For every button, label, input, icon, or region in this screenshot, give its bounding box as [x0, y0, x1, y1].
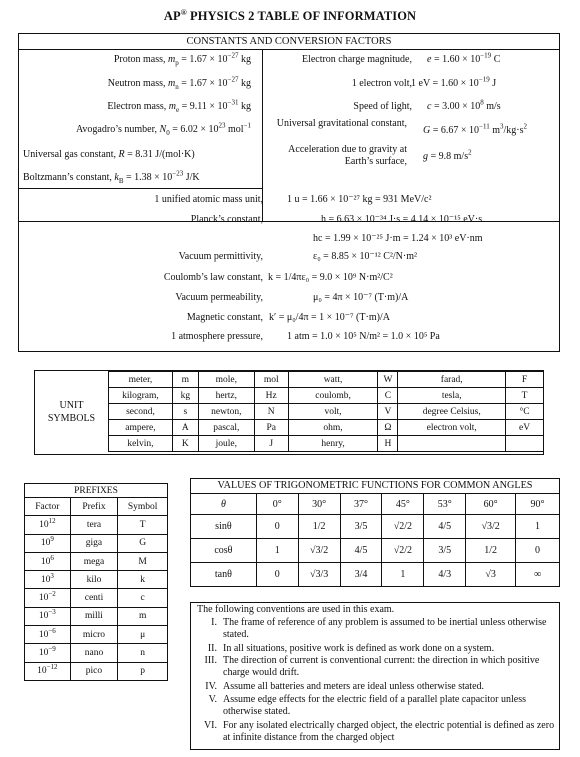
constant-unit: mol	[225, 124, 244, 135]
constant-value: h = 6.63 × 10⁻³⁴ J·s = 4.14 × 10⁻¹⁵ eV·s	[321, 214, 483, 225]
convention-text: The frame of reference of any problem is assumed to be inertial unless otherwise stated.	[223, 617, 547, 640]
prefix-column-header: Prefix	[70, 498, 118, 516]
unit-name: electron volt,	[398, 420, 506, 436]
prefix-symbol: p	[118, 662, 168, 680]
constant-symbol: e	[427, 54, 432, 65]
constant-unit-exponent: −1	[243, 121, 251, 130]
prefix-factor-base: 10	[38, 611, 49, 622]
prefix-row	[25, 626, 168, 644]
title-ap: AP	[163, 9, 181, 23]
prefix-symbol: μ	[118, 626, 168, 644]
unit-symbol: F	[506, 372, 544, 388]
prefix-name: pico	[70, 662, 118, 680]
prefix-symbol: k	[118, 571, 168, 589]
prefix-factor-base: 10	[39, 519, 49, 530]
constant-value: 1 u = 1.66 × 10⁻²⁷ kg = 931 MeV/c²	[287, 194, 432, 205]
trig-row	[191, 563, 560, 587]
trig-function: cosθ	[191, 539, 257, 563]
constants-box	[18, 33, 560, 352]
constant-value-group	[427, 98, 501, 113]
constant-label: Universal gravitational constant,	[276, 118, 407, 129]
trig-value: 3/4	[340, 563, 382, 587]
prefix-symbol: n	[118, 644, 168, 662]
unit-name	[398, 436, 506, 452]
constant-label: Acceleration due to gravity at Earth’s surface,	[288, 144, 407, 167]
trig-value: 1/2	[298, 515, 340, 539]
prefix-factor-exponent: −12	[46, 663, 58, 672]
trig-value: 1	[256, 539, 298, 563]
trig-row	[191, 515, 560, 539]
unit-symbol: C	[378, 388, 398, 404]
constant-unit: C	[491, 54, 501, 65]
unit-row	[109, 404, 544, 420]
constant-label: Planck’s constant,	[190, 214, 263, 225]
constant-label: Boltzmann’s constant,	[23, 172, 112, 183]
trig-value: ∞	[516, 563, 560, 587]
trig-value: 1/2	[466, 539, 516, 563]
constant-label: Magnetic constant,	[186, 312, 263, 323]
constant-unit: /kg·s	[503, 125, 524, 136]
trig-value: 3/5	[424, 539, 466, 563]
constant-label: 1 unified atomic mass unit,	[154, 194, 263, 205]
prefix-factor	[25, 516, 71, 534]
prefix-factor-exponent: 6	[50, 553, 54, 562]
title-text: PHYSICS 2 TABLE OF INFORMATION	[186, 9, 417, 23]
title-registered-mark: ®	[180, 7, 187, 17]
constant-symbol-subscript: 0	[166, 129, 170, 137]
trig-angle: 90°	[516, 494, 560, 515]
constants-header-rule	[19, 49, 559, 50]
constant-exponent: 8	[480, 98, 484, 107]
prefix-factor-exponent: 12	[48, 516, 56, 525]
trig-angle: θ	[191, 494, 257, 515]
prefixes-table	[24, 483, 168, 681]
unit-symbol: Pa	[254, 420, 288, 436]
trig-value: 4/5	[340, 539, 382, 563]
constant-exponent: −19	[478, 75, 490, 84]
trig-table	[190, 493, 560, 587]
trig-header: VALUES OF TRIGONOMETRIC FUNCTIONS FOR COMMON ANGLES	[217, 480, 533, 491]
unit-symbol: T	[506, 388, 544, 404]
constant-row	[19, 121, 251, 137]
convention-text: The direction of current is conventional current: the direction in which positive charge would drift.	[223, 655, 540, 678]
trig-value: √3	[466, 563, 516, 587]
trig-value: √3/2	[466, 515, 516, 539]
unit-name: second,	[109, 404, 173, 420]
trig-angle-row	[191, 494, 560, 515]
convention-number: II.	[207, 643, 217, 654]
prefix-row	[25, 571, 168, 589]
prefix-factor-base: 10	[40, 556, 51, 567]
prefix-factor	[25, 607, 71, 625]
unit-symbol	[506, 436, 544, 452]
trig-angle: 0°	[256, 494, 298, 515]
unit-name: farad,	[398, 372, 506, 388]
convention-number: III.	[204, 655, 217, 666]
trig-value: 0	[256, 515, 298, 539]
trig-value: √2/2	[382, 539, 424, 563]
constant-symbol: g	[423, 151, 428, 162]
constant-unit: J/K	[183, 172, 200, 183]
prefix-row	[25, 662, 168, 680]
unit-symbol: A	[172, 420, 198, 436]
unit-symbol: W	[378, 372, 398, 388]
constant-unit: kg	[238, 54, 251, 65]
unit-symbol: eV	[506, 420, 544, 436]
trig-value: √2/2	[382, 515, 424, 539]
constant-value: k′ = μ₀/4π = 1 × 10⁻⁷ (T·m)/A	[269, 312, 390, 323]
prefix-factor-base: 10	[38, 648, 49, 659]
prefix-factor	[25, 534, 71, 552]
prefix-symbol: m	[118, 607, 168, 625]
constant-symbol-subscript: e	[176, 106, 180, 114]
prefix-row	[25, 589, 168, 607]
constant-label: Neutron mass,	[107, 78, 166, 89]
trig-angle: 30°	[298, 494, 340, 515]
prefix-name: milli	[70, 607, 118, 625]
unit-name: ohm,	[288, 420, 378, 436]
prefix-symbol: T	[118, 516, 168, 534]
unit-name: kelvin,	[109, 436, 173, 452]
prefix-factor	[25, 662, 71, 680]
unit-label-line1: UNIT	[59, 400, 84, 411]
unit-symbols-label	[35, 399, 108, 425]
prefix-factor-base: 10	[38, 593, 49, 604]
prefixes-header: PREFIXES	[25, 484, 168, 498]
trig-value: 0	[516, 539, 560, 563]
unit-name: joule,	[198, 436, 254, 452]
trig-function: sinθ	[191, 515, 257, 539]
trig-value: 1	[382, 563, 424, 587]
prefix-factor	[25, 571, 71, 589]
unit-symbol: s	[172, 404, 198, 420]
constant-symbol-subscript: B	[118, 177, 124, 185]
prefix-row	[25, 552, 168, 570]
unit-row	[109, 436, 544, 452]
trig-value: 4/5	[424, 515, 466, 539]
trig-angle: 60°	[466, 494, 516, 515]
prefix-factor-exponent: −2	[48, 589, 56, 598]
unit-name: coulomb,	[288, 388, 378, 404]
prefix-factor-exponent: −3	[48, 608, 56, 617]
prefix-name: mega	[70, 552, 118, 570]
prefix-factor	[25, 626, 71, 644]
unit-name: newton,	[198, 404, 254, 420]
prefix-factor	[25, 589, 71, 607]
constant-label: Electron mass,	[107, 101, 167, 112]
unit-symbol: V	[378, 404, 398, 420]
constant-symbol: N	[159, 124, 167, 135]
constant-label: Avogadro’s number,	[75, 124, 158, 135]
trig-angle: 53°	[424, 494, 466, 515]
constant-value: 1 atm = 1.0 × 10⁵ N/m² = 1.0 × 10⁵ Pa	[287, 331, 440, 342]
constant-value: μ₀ = 4π × 10⁻⁷ (T·m)/A	[313, 292, 409, 303]
constant-value: = 9.11 × 10	[181, 101, 228, 112]
convention-number: V.	[208, 694, 217, 705]
prefix-factor-base: 10	[37, 666, 47, 677]
constant-unit: m/s	[483, 101, 501, 112]
prefix-row	[25, 607, 168, 625]
constant-symbol: k	[114, 172, 119, 183]
unit-name: meter,	[109, 372, 173, 388]
constant-exponent: −27	[227, 51, 239, 60]
constant-value: = 1.67 × 10	[181, 54, 228, 65]
constant-label: Proton mass,	[113, 54, 166, 65]
conventions-intro: The following conventions are used in this exam.	[197, 604, 395, 615]
prefix-name: tera	[70, 516, 118, 534]
prefix-row	[25, 516, 168, 534]
constant-label: Electron charge magnitude,	[301, 54, 412, 65]
unit-name: pascal,	[198, 420, 254, 436]
unit-name: henry,	[288, 436, 378, 452]
constant-value: = 1.60 × 10	[433, 54, 481, 65]
page-title	[0, 9, 580, 24]
convention-text: In all situations, positive work is defined as work done on a system.	[223, 643, 495, 654]
constant-symbol: m	[168, 54, 176, 65]
constant-label: Universal gas constant,	[23, 149, 117, 160]
unit-symbol: H	[378, 436, 398, 452]
constant-unit-exponent: 2	[523, 122, 527, 131]
trig-value: 0	[256, 563, 298, 587]
prefix-name: micro	[70, 626, 118, 644]
unit-symbol: N	[254, 404, 288, 420]
constant-unit: kg	[238, 78, 251, 89]
unit-name: watt,	[288, 372, 378, 388]
constant-value: ε₀ = 8.85 × 10⁻¹² C²/N·m²	[313, 251, 418, 262]
constant-value: = 6.67 × 10	[432, 125, 480, 136]
unit-symbol: Hz	[254, 388, 288, 404]
constant-row	[19, 75, 251, 91]
trig-row	[191, 539, 560, 563]
constant-label: Vacuum permittivity,	[178, 251, 263, 262]
constant-exponent: −23	[172, 169, 184, 178]
prefix-factor-exponent: 3	[50, 571, 54, 580]
constant-label: Vacuum permeability,	[175, 292, 263, 303]
prefixes-panel	[24, 483, 168, 681]
conventions-panel	[190, 602, 560, 750]
unit-symbol: Ω	[378, 420, 398, 436]
constant-symbol: m	[168, 101, 177, 112]
prefix-factor-base: 10	[40, 538, 51, 549]
constant-exponent: 23	[218, 121, 226, 130]
constant-value: = 6.02 × 10	[172, 124, 219, 135]
trig-angle: 37°	[340, 494, 382, 515]
constant-value: hc = 1.99 × 10⁻²⁵ J·m = 1.24 × 10³ eV·nm	[313, 233, 483, 244]
constant-row	[19, 98, 251, 114]
prefix-factor	[25, 552, 71, 570]
prefix-column-header: Factor	[25, 498, 71, 516]
constants-upper-rule	[19, 188, 262, 189]
constant-symbol: m	[168, 78, 176, 89]
unit-row	[109, 420, 544, 436]
unit-row	[109, 372, 544, 388]
constant-row	[23, 149, 259, 161]
trig-value: 1	[516, 515, 560, 539]
constant-label: Speed of light,	[353, 101, 412, 112]
unit-name: mole,	[198, 372, 254, 388]
unit-symbol: m	[172, 372, 198, 388]
prefix-row	[25, 644, 168, 662]
constant-value-group	[411, 75, 497, 90]
constant-exponent: 2	[468, 148, 472, 157]
constants-header: CONSTANTS AND CONVERSION FACTORS	[186, 36, 392, 47]
trig-value: 3/5	[340, 515, 382, 539]
prefix-factor-base: 10	[38, 629, 49, 640]
constant-value: = 1.67 × 10	[181, 78, 228, 89]
trig-panel	[190, 478, 560, 587]
constant-symbol-subscript: n	[175, 83, 179, 91]
constant-value: = 9.8 m/s	[430, 151, 469, 162]
convention-number: IV.	[205, 681, 217, 692]
convention-number: I.	[211, 617, 217, 628]
unit-name: tesla,	[398, 388, 506, 404]
constant-unit: m	[489, 125, 500, 136]
convention-text: For any isolated electrically charged object, the electric potential is defined as zero at infinite distance from the charged object	[223, 720, 555, 743]
prefix-name: centi	[70, 589, 118, 607]
trig-value: √3/3	[298, 563, 340, 587]
prefix-factor-base: 10	[40, 574, 51, 585]
trig-angle: 45°	[382, 494, 424, 515]
constant-row	[19, 51, 251, 67]
constant-value: = 1.38 × 10	[126, 172, 173, 183]
constant-symbol: 1 eV	[411, 78, 430, 89]
prefix-symbol: G	[118, 534, 168, 552]
unit-symbol: J	[254, 436, 288, 452]
unit-symbols-table	[108, 371, 544, 452]
constant-label: 1 atmosphere pressure,	[171, 331, 263, 342]
constant-label: Coulomb’s law constant,	[163, 272, 263, 283]
prefix-factor-exponent: 9	[50, 535, 54, 544]
unit-name: ampere,	[109, 420, 173, 436]
prefix-factor	[25, 644, 71, 662]
constant-value: = 1.60 × 10	[432, 78, 479, 89]
prefix-factor-exponent: −6	[48, 626, 56, 635]
constant-label: 1 electron volt,	[351, 78, 412, 89]
convention-number: VI.	[203, 720, 217, 731]
constant-symbol: c	[427, 101, 432, 112]
prefix-symbol: c	[118, 589, 168, 607]
prefix-row	[25, 534, 168, 552]
prefix-factor-exponent: −9	[48, 644, 56, 653]
constant-exponent: −11	[479, 122, 490, 131]
constant-unit: kg	[238, 101, 251, 112]
constant-symbol-subscript: p	[175, 59, 179, 67]
convention-text: Assume all batteries and meters are ideal unless otherwise stated.	[223, 681, 485, 692]
constant-value-group	[423, 148, 472, 163]
prefix-name: kilo	[70, 571, 118, 589]
trig-value: 4/3	[424, 563, 466, 587]
constant-exponent: −31	[227, 98, 239, 107]
constant-symbol: G	[423, 125, 431, 136]
unit-label-line2: SYMBOLS	[47, 413, 96, 424]
unit-symbol: mol	[254, 372, 288, 388]
constant-unit: J	[489, 78, 497, 89]
unit-symbol: °C	[506, 404, 544, 420]
convention-text: Assume edge effects for the electric field of a parallel plate capacitor unless otherwise stated.	[223, 694, 527, 717]
unit-symbol: K	[172, 436, 198, 452]
constant-value: k = 1/4πε₀ = 9.0 × 10⁹ N·m²/C²	[268, 272, 393, 283]
constant-value: = 3.00 × 10	[433, 101, 481, 112]
trig-function: tanθ	[191, 563, 257, 587]
unit-row	[109, 388, 544, 404]
constant-unit-exponent: 3	[500, 122, 504, 131]
constant-value: = 8.31 J/(mol·K)	[127, 149, 195, 160]
constant-value-group	[423, 122, 527, 137]
prefix-name: nano	[70, 644, 118, 662]
constant-exponent: −27	[227, 75, 239, 84]
unit-name: kilogram,	[109, 388, 173, 404]
prefix-column-header: Symbol	[118, 498, 168, 516]
constant-value-group	[427, 51, 501, 66]
unit-name: hertz,	[198, 388, 254, 404]
constant-row	[23, 169, 259, 185]
unit-name: volt,	[288, 404, 378, 420]
constant-exponent: −19	[480, 51, 492, 60]
prefix-symbol: M	[118, 552, 168, 570]
trig-value: √3/2	[298, 539, 340, 563]
unit-symbol: kg	[172, 388, 198, 404]
prefix-name: giga	[70, 534, 118, 552]
unit-name: degree Celsius,	[398, 404, 506, 420]
unit-symbols-box	[34, 370, 544, 455]
constant-symbol: R	[118, 149, 125, 160]
